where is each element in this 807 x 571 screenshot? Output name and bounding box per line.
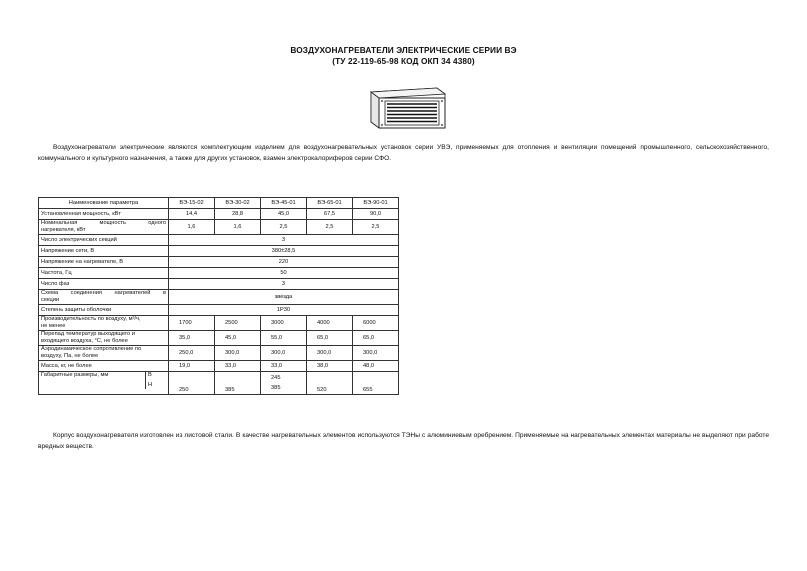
table-cell: 300,0 — [215, 346, 261, 361]
row-label: Напряжение сети, В — [39, 246, 169, 257]
table-header-row — [39, 198, 399, 209]
table-cell: 385 — [215, 372, 261, 395]
row-label-part: Аэродинамическое сопротивление по — [41, 346, 142, 352]
table-cell: 2,5 — [261, 220, 307, 235]
table-cell: 3000 — [261, 316, 307, 331]
row-label: Напряжение на нагревателе, В — [39, 257, 169, 268]
table-row — [39, 305, 399, 316]
table-row — [39, 268, 399, 279]
table-cell: 300,0 — [261, 346, 307, 361]
table-cell: 520 — [307, 372, 353, 395]
table-cell: 1,6 — [169, 220, 215, 235]
table-row — [39, 246, 399, 257]
table-row — [39, 257, 399, 268]
table-row — [39, 235, 399, 246]
document-title: ВОЗДУХОНАГРЕВАТЕЛИ ЭЛЕКТРИЧЕСКИЕ СЕРИИ ВЭ — [290, 45, 517, 55]
table-cell: 2500 — [215, 316, 261, 331]
table-cell: 380±28,5 — [169, 246, 399, 257]
table-header-cell: Наименование параметра — [39, 198, 169, 209]
row-label-part: нагревателя, кВт — [41, 227, 86, 233]
table-header-cell: ВЭ-65-01 — [307, 198, 353, 209]
table-cell: 1Р30 — [169, 305, 399, 316]
table-header-cell: ВЭ-45-01 — [261, 198, 307, 209]
table-cell: 1,6 — [215, 220, 261, 235]
table-cell: 250,0 — [169, 346, 215, 361]
row-label-part: Схема — [41, 290, 59, 296]
row-label: Установленная мощность, кВт — [39, 209, 169, 220]
row-label-part: мощность — [99, 220, 126, 226]
row-label — [39, 346, 169, 361]
table-cell: 2,5 — [353, 220, 399, 235]
row-label-part: соединения — [70, 290, 102, 296]
table-cell: 655 — [353, 372, 399, 395]
table-row — [39, 331, 399, 346]
table-cell: 19,0 — [169, 361, 215, 372]
table-row — [39, 290, 399, 305]
row-label: Частота, Гц — [39, 268, 169, 279]
table-cell — [261, 372, 307, 395]
table-cell: 33,0 — [215, 361, 261, 372]
table-cell: 300,0 — [307, 346, 353, 361]
table-cell: 38,0 — [307, 361, 353, 372]
table-cell: 1700 — [169, 316, 215, 331]
table-cell: 2,5 — [307, 220, 353, 235]
row-label: Число фаз — [39, 279, 169, 290]
table-cell: 55,0 — [261, 331, 307, 346]
table-row — [39, 316, 399, 331]
table-row — [39, 346, 399, 361]
row-label-part: входящего воздуха, °С, не более — [41, 338, 128, 344]
table-cell: 45,0 — [261, 209, 307, 220]
row-label-part: секции — [41, 297, 60, 303]
row-label — [39, 372, 169, 395]
table-cell: 3 — [169, 279, 399, 290]
row-label-part: Номинальная — [41, 220, 78, 226]
dimension-b-value: 245 — [271, 374, 281, 381]
table-cell: 65,0 — [307, 331, 353, 346]
row-label-part: в — [162, 290, 166, 296]
row-label — [39, 220, 169, 235]
table-cell: 50 — [169, 268, 399, 279]
table-cell: 67,5 — [307, 209, 353, 220]
row-label: Масса, кг, не более — [39, 361, 169, 372]
table-cell: 90,0 — [353, 209, 399, 220]
table-cell: 33,0 — [261, 361, 307, 372]
row-label-part: нагревателей — [114, 290, 151, 296]
row-label-part: воздуху, Па, не более — [41, 353, 99, 359]
table-row — [39, 209, 399, 220]
table-cell: 4000 — [307, 316, 353, 331]
table-row — [39, 361, 399, 372]
table-header-cell: ВЭ-90-01 — [353, 198, 399, 209]
row-label: Степень защиты оболочки — [39, 305, 169, 316]
dimension-h-letter: Н — [148, 382, 153, 388]
table-cell: 35,0 — [169, 331, 215, 346]
dimension-h-value: 385 — [271, 384, 281, 391]
specifications-table — [38, 197, 399, 395]
table-cell: 3 — [169, 235, 399, 246]
table-cell: 45,0 — [215, 331, 261, 346]
table-cell: 28,8 — [215, 209, 261, 220]
intro-paragraph: Воздухонагреватели электрические являются комплектующим изделием для воздухонагревательных установок серии УВЭ, применяемых для отопления и вентиляции помещений промышленного, сельскохозяйственного, коммунального и культурного назначения, а также для других установок, взамен электрокалориферов серии СФО. — [38, 144, 769, 162]
document-subtitle: (ТУ 22-119-65-98 КОД ОКП 34 4380) — [332, 56, 475, 66]
table-header-cell: ВЭ-30-02 — [215, 198, 261, 209]
closing-paragraph: Корпус воздухонагревателя изготовлен из листовой стали. В качестве нагревательных элементов используются ТЭНы с алюминиевым оребрением. Применяемые на нагревательных элементах материалы не выделяют при работе вредных веществ. — [38, 432, 769, 450]
table-row — [39, 279, 399, 290]
table-cell: 220 — [169, 257, 399, 268]
dimension-b-letter: В — [148, 372, 152, 378]
row-label-part: Производительность по воздуху, м³/ч, — [41, 316, 141, 322]
table-cell: 6000 — [353, 316, 399, 331]
table-cell: 250 — [169, 372, 215, 395]
table-cell: 300,0 — [353, 346, 399, 361]
table-row — [39, 372, 399, 395]
dimension-letters — [145, 372, 166, 389]
row-label-part: Габаритные размеры, мм — [41, 372, 109, 378]
table-row — [39, 220, 399, 235]
table-cell: 65,0 — [353, 331, 399, 346]
table-cell: 14,4 — [169, 209, 215, 220]
air-heater-illustration — [365, 82, 447, 130]
table-cell: 48,0 — [353, 361, 399, 372]
row-label — [39, 316, 169, 331]
row-label: Число электрических секций — [39, 235, 169, 246]
table-header-cell: ВЭ-15-02 — [169, 198, 215, 209]
row-label-part: Перепад температур выходящего и — [41, 331, 135, 337]
table-cell: звезда — [169, 290, 399, 305]
row-label — [39, 290, 169, 305]
row-label-part: не менее — [41, 323, 66, 329]
row-label — [39, 331, 169, 346]
row-label-part: одного — [148, 220, 166, 226]
